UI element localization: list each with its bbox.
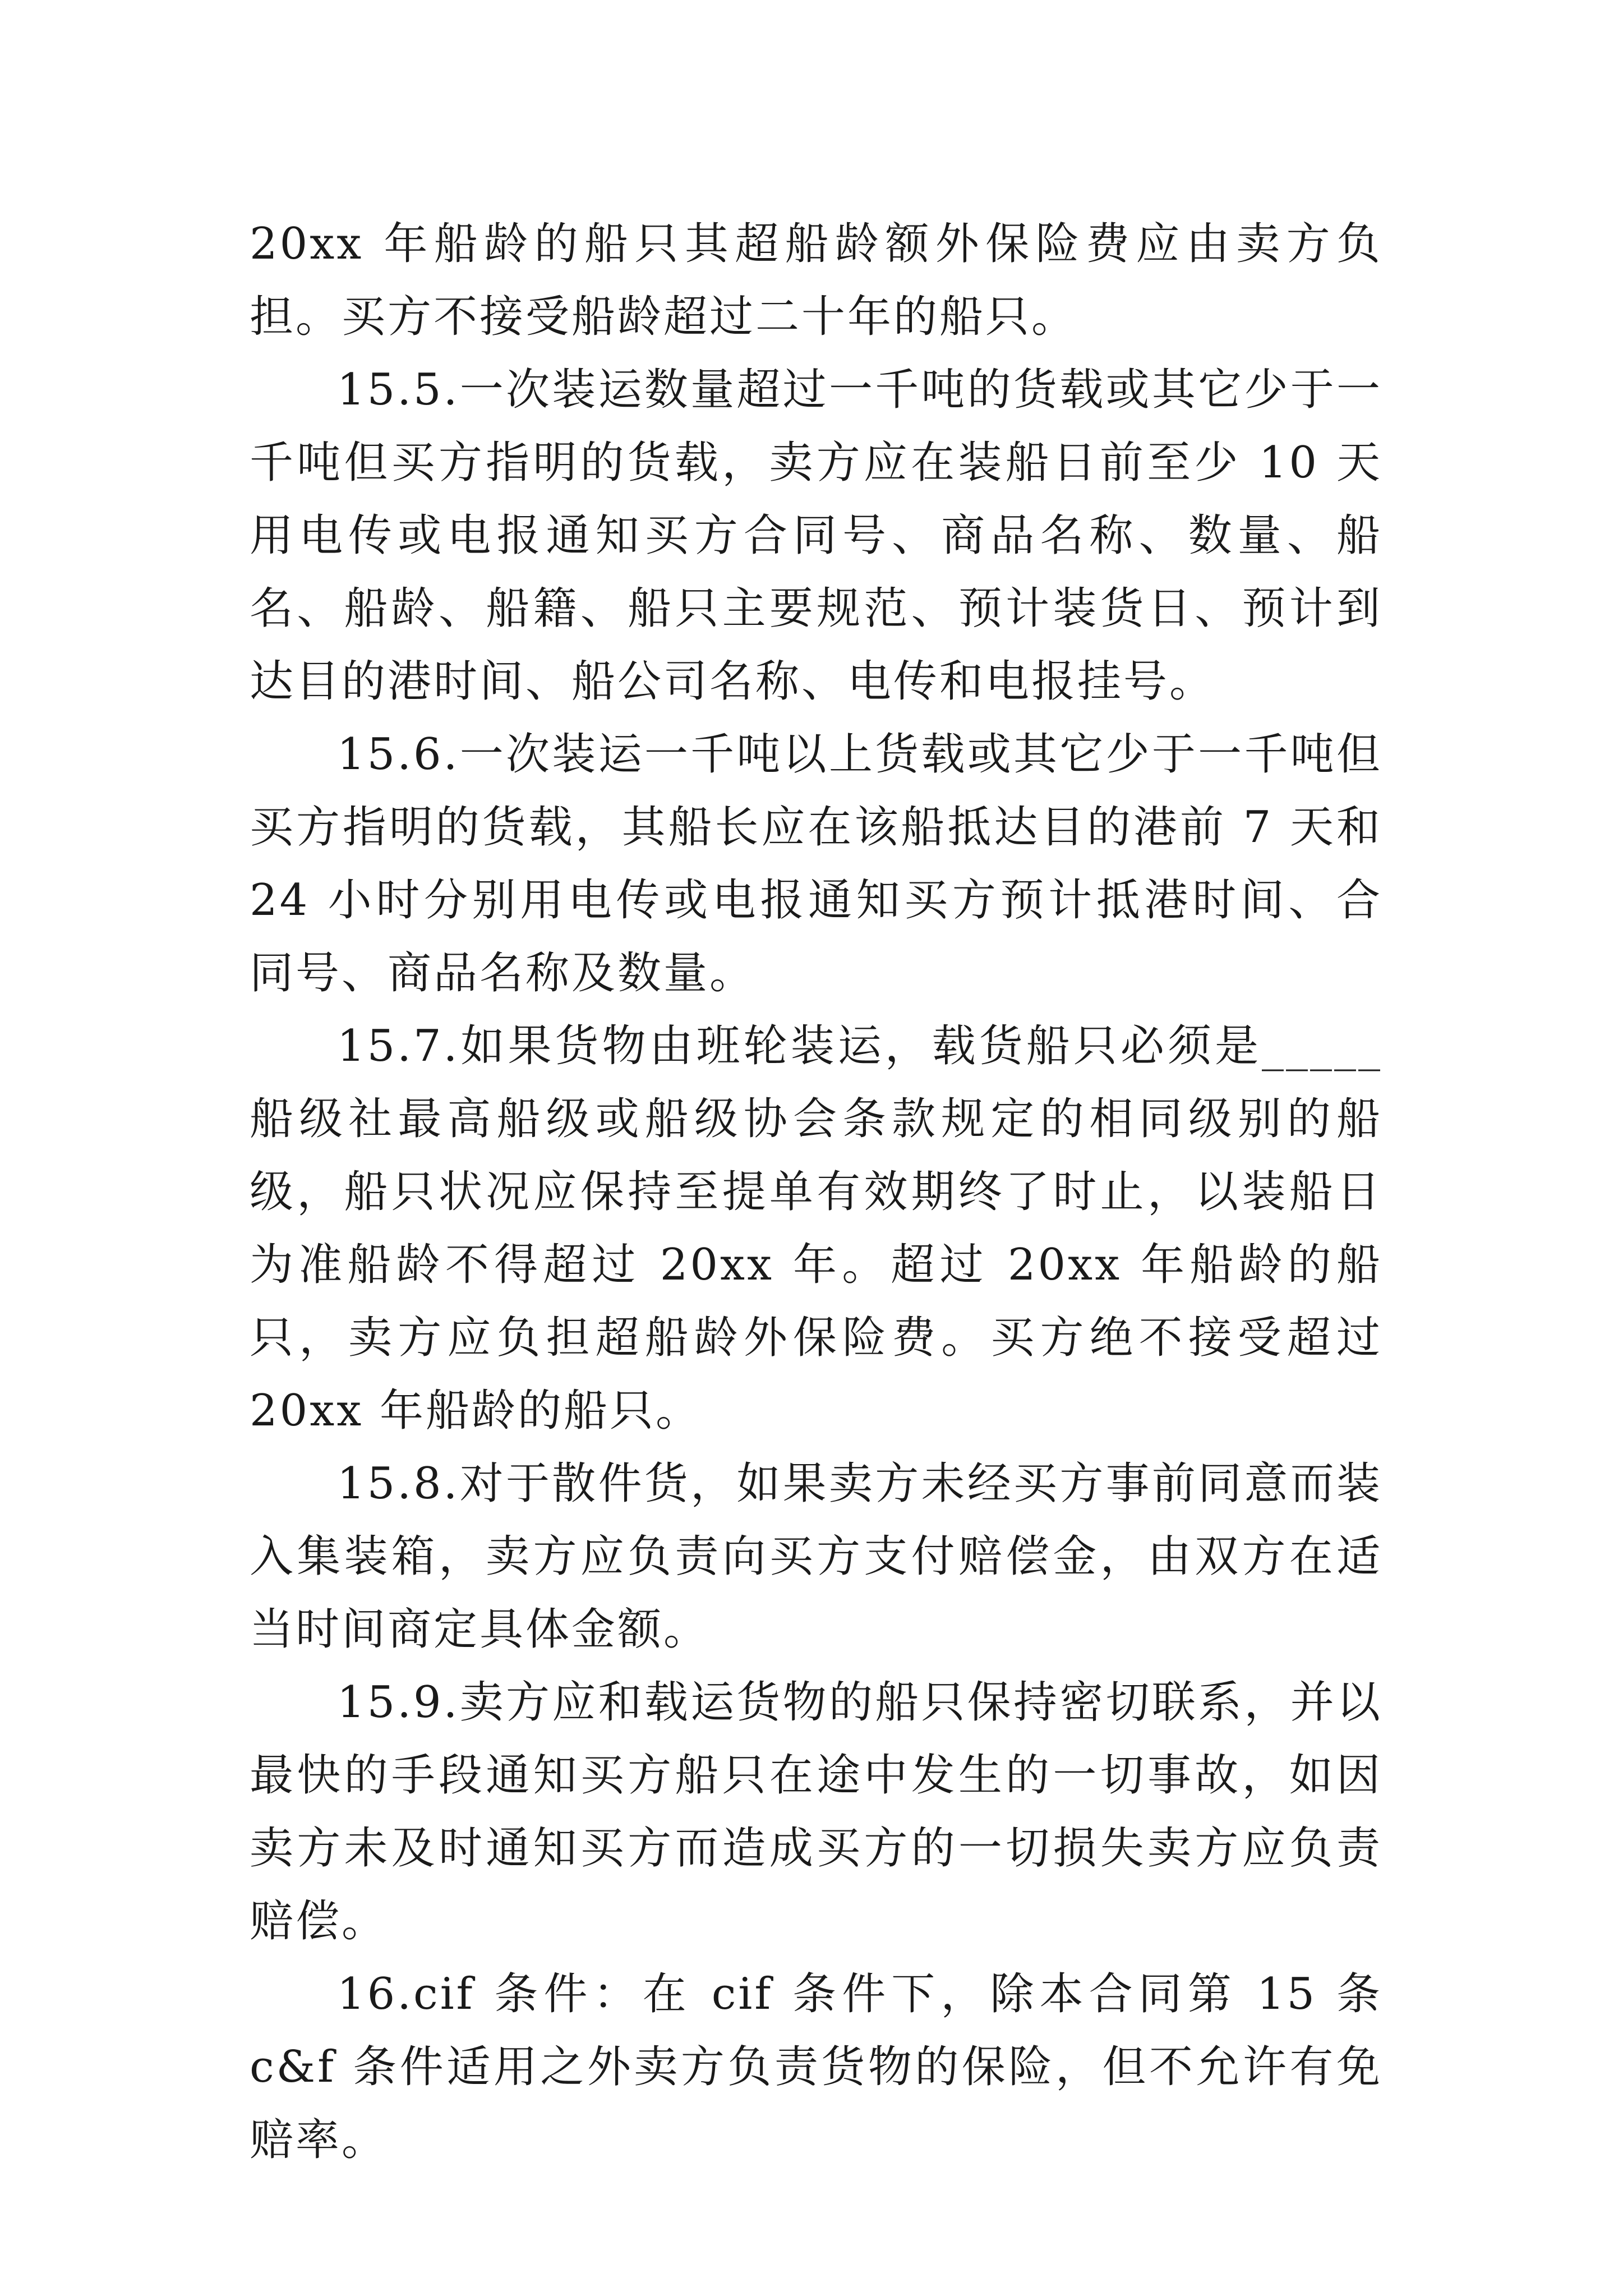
paragraph-15-6: 15.6.一次装运一千吨以上货载或其它少于一千吨但买方指明的货载，其船长应在该船抵达目的港前 7 天和 24 小时分别用电传或电报通知买方预计抵港时间、合同号、商品名称及数量。 bbox=[250, 729, 1382, 999]
paragraph-15-8: 15.8.对于散件货，如果卖方未经买方事前同意而装入集装箱，卖方应负责向买方支付赔偿金，由双方在适当时间商定具体金额。 bbox=[250, 1458, 1382, 1655]
paragraph-15-9: 15.9.卖方应和载运货物的船只保持密切联系，并以最快的手段通知买方船只在途中发生的一切事故，如因卖方未及时通知买方而造成买方的一切损失卖方应负责赔偿。 bbox=[250, 1677, 1382, 1947]
paragraph-15-5: 15.5.一次装运数量超过一千吨的货载或其它少于一千吨但买方指明的货载，卖方应在装船日前至少 10 天用电传或电报通知买方合同号、商品名称、数量、船名、船龄、船籍、船只主要规范、预计装货日、预计到达目的港时间、船公司名称、电传和电报挂号。 bbox=[250, 365, 1382, 707]
paragraph-continuation: 20xx 年船龄的船只其超船龄额外保险费应由卖方负担。买方不接受船龄超过二十年的船只。 bbox=[250, 219, 1382, 342]
document-body bbox=[250, 208, 1382, 2177]
paragraph-15-7: 15.7.如果货物由班轮装运，载货船只必须是_____船级社最高船级或船级协会条款规定的相同级别的船级，船只状况应保持至提单有效期终了时止，以装船日为准船龄不得超过 20xx 年。超过 20xx 年船龄的船只，卖方应负担超船龄外保险费。买方绝不接受超过 20xx 年船龄的船只。 bbox=[250, 1021, 1382, 1436]
paragraph-16: 16.cif 条件：在 cif 条件下，除本合同第 15 条 c&f 条件适用之外卖方负责货物的保险，但不允许有免赔率。 bbox=[250, 1969, 1382, 2165]
